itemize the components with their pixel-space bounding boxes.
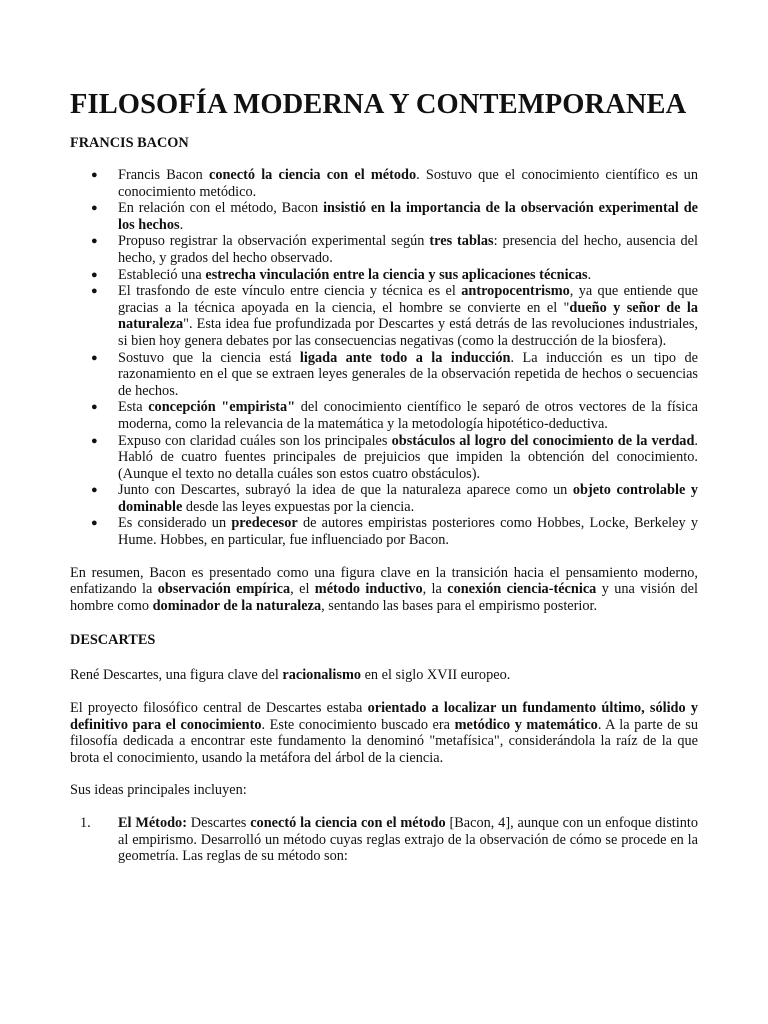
- numbered-item: [80, 815, 699, 865]
- text-run: , ya que entiende que gracias a la técnica apoyada en la ciencia, el hombre se convierte en el ": [118, 283, 699, 316]
- section-heading-bacon: FRANCIS BACON: [70, 135, 189, 151]
- section-francis-bacon: [70, 135, 698, 614]
- text-run: de autores empiristas posteriores como Hobbes, Locke, Berkeley y Hume. Hobbes, en particular, fue influenciado por Bacon.: [118, 515, 698, 549]
- text-run: Expuso con claridad cuáles son los principales: [118, 432, 392, 449]
- bacon-summary-paragraph: [70, 565, 698, 615]
- text-run: Sostuvo que la ciencia está: [118, 349, 300, 366]
- bold-text-run: racionalismo: [282, 667, 362, 684]
- bullet-item: [91, 432, 698, 483]
- text-run: En resumen, Bacon es presentado como una figura clave en la transición hacia el pensamiento moderno, enfatizando la: [70, 564, 698, 598]
- document-title: FILOSOFÍA MODERNA Y CONTEMPORANEA: [70, 89, 687, 120]
- bullet-item: [91, 515, 698, 549]
- bold-text-run: orientado a localizar un fundamento último, sólido y definitivo para el conocimiento: [70, 700, 698, 733]
- bold-text-run: tres tablas: [429, 233, 494, 250]
- text-run: Junto con Descartes, subrayó la idea de que la naturaleza aparece como un: [118, 482, 573, 499]
- bold-text-run: dominador de la naturaleza: [152, 597, 322, 614]
- bullet-icon: ●: [91, 434, 98, 447]
- bullet-icon: ●: [91, 484, 98, 497]
- bullet-item: [91, 233, 698, 266]
- text-run: Propuso registrar la observación experimental según: [118, 233, 430, 250]
- bullet-icon: ●: [91, 202, 98, 215]
- text-run: [Bacon, 4], aunque con un enfoque distinto al empirismo. Desarrolló un método cuyas reglas extrajo de la observación de cómo se procede en la geometría. Las reglas de su método son:: [118, 815, 699, 865]
- text-run: ". Esta idea fue profundizada por Descartes y está detrás de las revoluciones industriales, si bien hoy genera debates por las consecuencias negativas (como la destrucción de la biosfera).: [118, 316, 698, 349]
- text-run: Francis Bacon: [118, 167, 209, 183]
- text-run: : presencia del hecho, ausencia del hecho, y grados del hecho observado.: [118, 233, 698, 266]
- descartes-intro-paragraph: [70, 667, 698, 684]
- bold-text-run: método inductivo: [314, 581, 423, 598]
- text-run: Es considerado un: [118, 515, 232, 532]
- text-run: . A la parte de su filosofía dedicada a encontrar este fundamento la denominó "metafísica", considerándola la raíz de la que brota el conocimiento, usando la metáfora del árbol de la ciencia.: [70, 716, 698, 766]
- text-run: René Descartes, una figura clave del: [70, 667, 283, 684]
- text-run: Descartes: [186, 815, 251, 831]
- bold-text-run: dueño y señor de la naturaleza: [118, 299, 699, 333]
- bold-text-run: predecesor: [231, 515, 298, 532]
- bullet-item: [91, 200, 698, 233]
- bullet-item: [91, 266, 698, 284]
- descartes-ideas-intro: Sus ideas principales incluyen:: [70, 782, 247, 799]
- text-run: .: [179, 216, 184, 233]
- descartes-project-paragraph: [70, 700, 698, 766]
- bullet-icon: ●: [91, 401, 98, 414]
- text-run: . Este conocimiento buscado era: [261, 716, 455, 733]
- bold-text-run: conectó la ciencia con el método: [250, 815, 446, 831]
- bold-text-run: metódico y matemático: [454, 716, 598, 733]
- text-run: del conocimiento científico le separó de otros vectores de la física moderna, como la relevancia de la matemática y la metodología hipotético-deductiva.: [118, 399, 698, 432]
- bullet-item: [91, 482, 698, 515]
- bullet-item: [91, 349, 698, 400]
- bullet-icon: ●: [91, 169, 98, 181]
- bold-text-run: conexión ciencia-técnica: [447, 581, 597, 598]
- text-run: El trasfondo de este vínculo entre ciencia y técnica es el: [118, 283, 462, 300]
- text-run: . Sostuvo que el conocimiento científico es un conocimiento metódico.: [118, 167, 698, 200]
- bacon-bullet-list: [70, 167, 698, 549]
- bullet-item: [91, 167, 698, 200]
- text-run: En relación con el método, Bacon: [118, 200, 324, 217]
- descartes-numbered-list: [70, 815, 698, 865]
- bullet-icon: ●: [91, 235, 98, 248]
- section-heading-descartes: DESCARTES: [70, 632, 156, 649]
- text-run: Esta: [118, 399, 149, 416]
- section-descartes: [70, 632, 698, 864]
- bold-text-run: concepción "empirista": [148, 399, 296, 416]
- bullet-item: [91, 283, 699, 349]
- text-run: . La inducción es un tipo de razonamiento en el que se extraen leyes generales de la observación repetida de hechos o secuencias de hechos.: [118, 349, 698, 399]
- text-run: , el: [290, 581, 315, 598]
- text-run: en el siglo XVII europeo.: [361, 667, 511, 684]
- text-run: y una visión del hombre como: [70, 581, 698, 614]
- bullet-icon: ●: [91, 268, 98, 281]
- text-run: El proyecto filosófico central de Descartes estaba: [70, 700, 368, 717]
- bold-text-run: insistió en la importancia de la observación experimental de los hechos: [118, 200, 698, 233]
- text-run: Estableció una: [118, 266, 206, 283]
- bold-text-run: observación empírica: [157, 581, 291, 598]
- bold-text-run: obstáculos al logro del conocimiento de la verdad: [391, 432, 695, 449]
- bold-text-run: antropocentrismo: [461, 283, 570, 300]
- bullet-item: [91, 399, 698, 432]
- bold-text-run: ligada ante todo a la inducción: [299, 349, 511, 366]
- text-run: desde las leyes expuestas por la ciencia.: [182, 498, 415, 515]
- bold-text-run: El Método:: [118, 815, 187, 831]
- bullet-icon: ●: [91, 351, 98, 364]
- bullet-icon: ●: [91, 517, 98, 530]
- item-number: 1.: [80, 815, 91, 831]
- bold-text-run: objeto controlable y dominable: [118, 482, 698, 515]
- bold-text-run: conectó la ciencia con el método: [208, 167, 417, 183]
- bullet-icon: ●: [91, 285, 98, 298]
- bold-text-run: estrecha vinculación entre la ciencia y sus aplicaciones técnicas: [205, 266, 588, 283]
- text-run: .: [587, 266, 592, 283]
- text-run: . Habló de cuatro fuentes principales de prejuicios que impiden la obtención del conocimiento. (Aunque el texto no detalla cuáles son estos cuatro obstáculos).: [118, 432, 698, 482]
- text-run: , la: [422, 581, 448, 598]
- text-run: , sentando las bases para el empirismo posterior.: [321, 597, 598, 614]
